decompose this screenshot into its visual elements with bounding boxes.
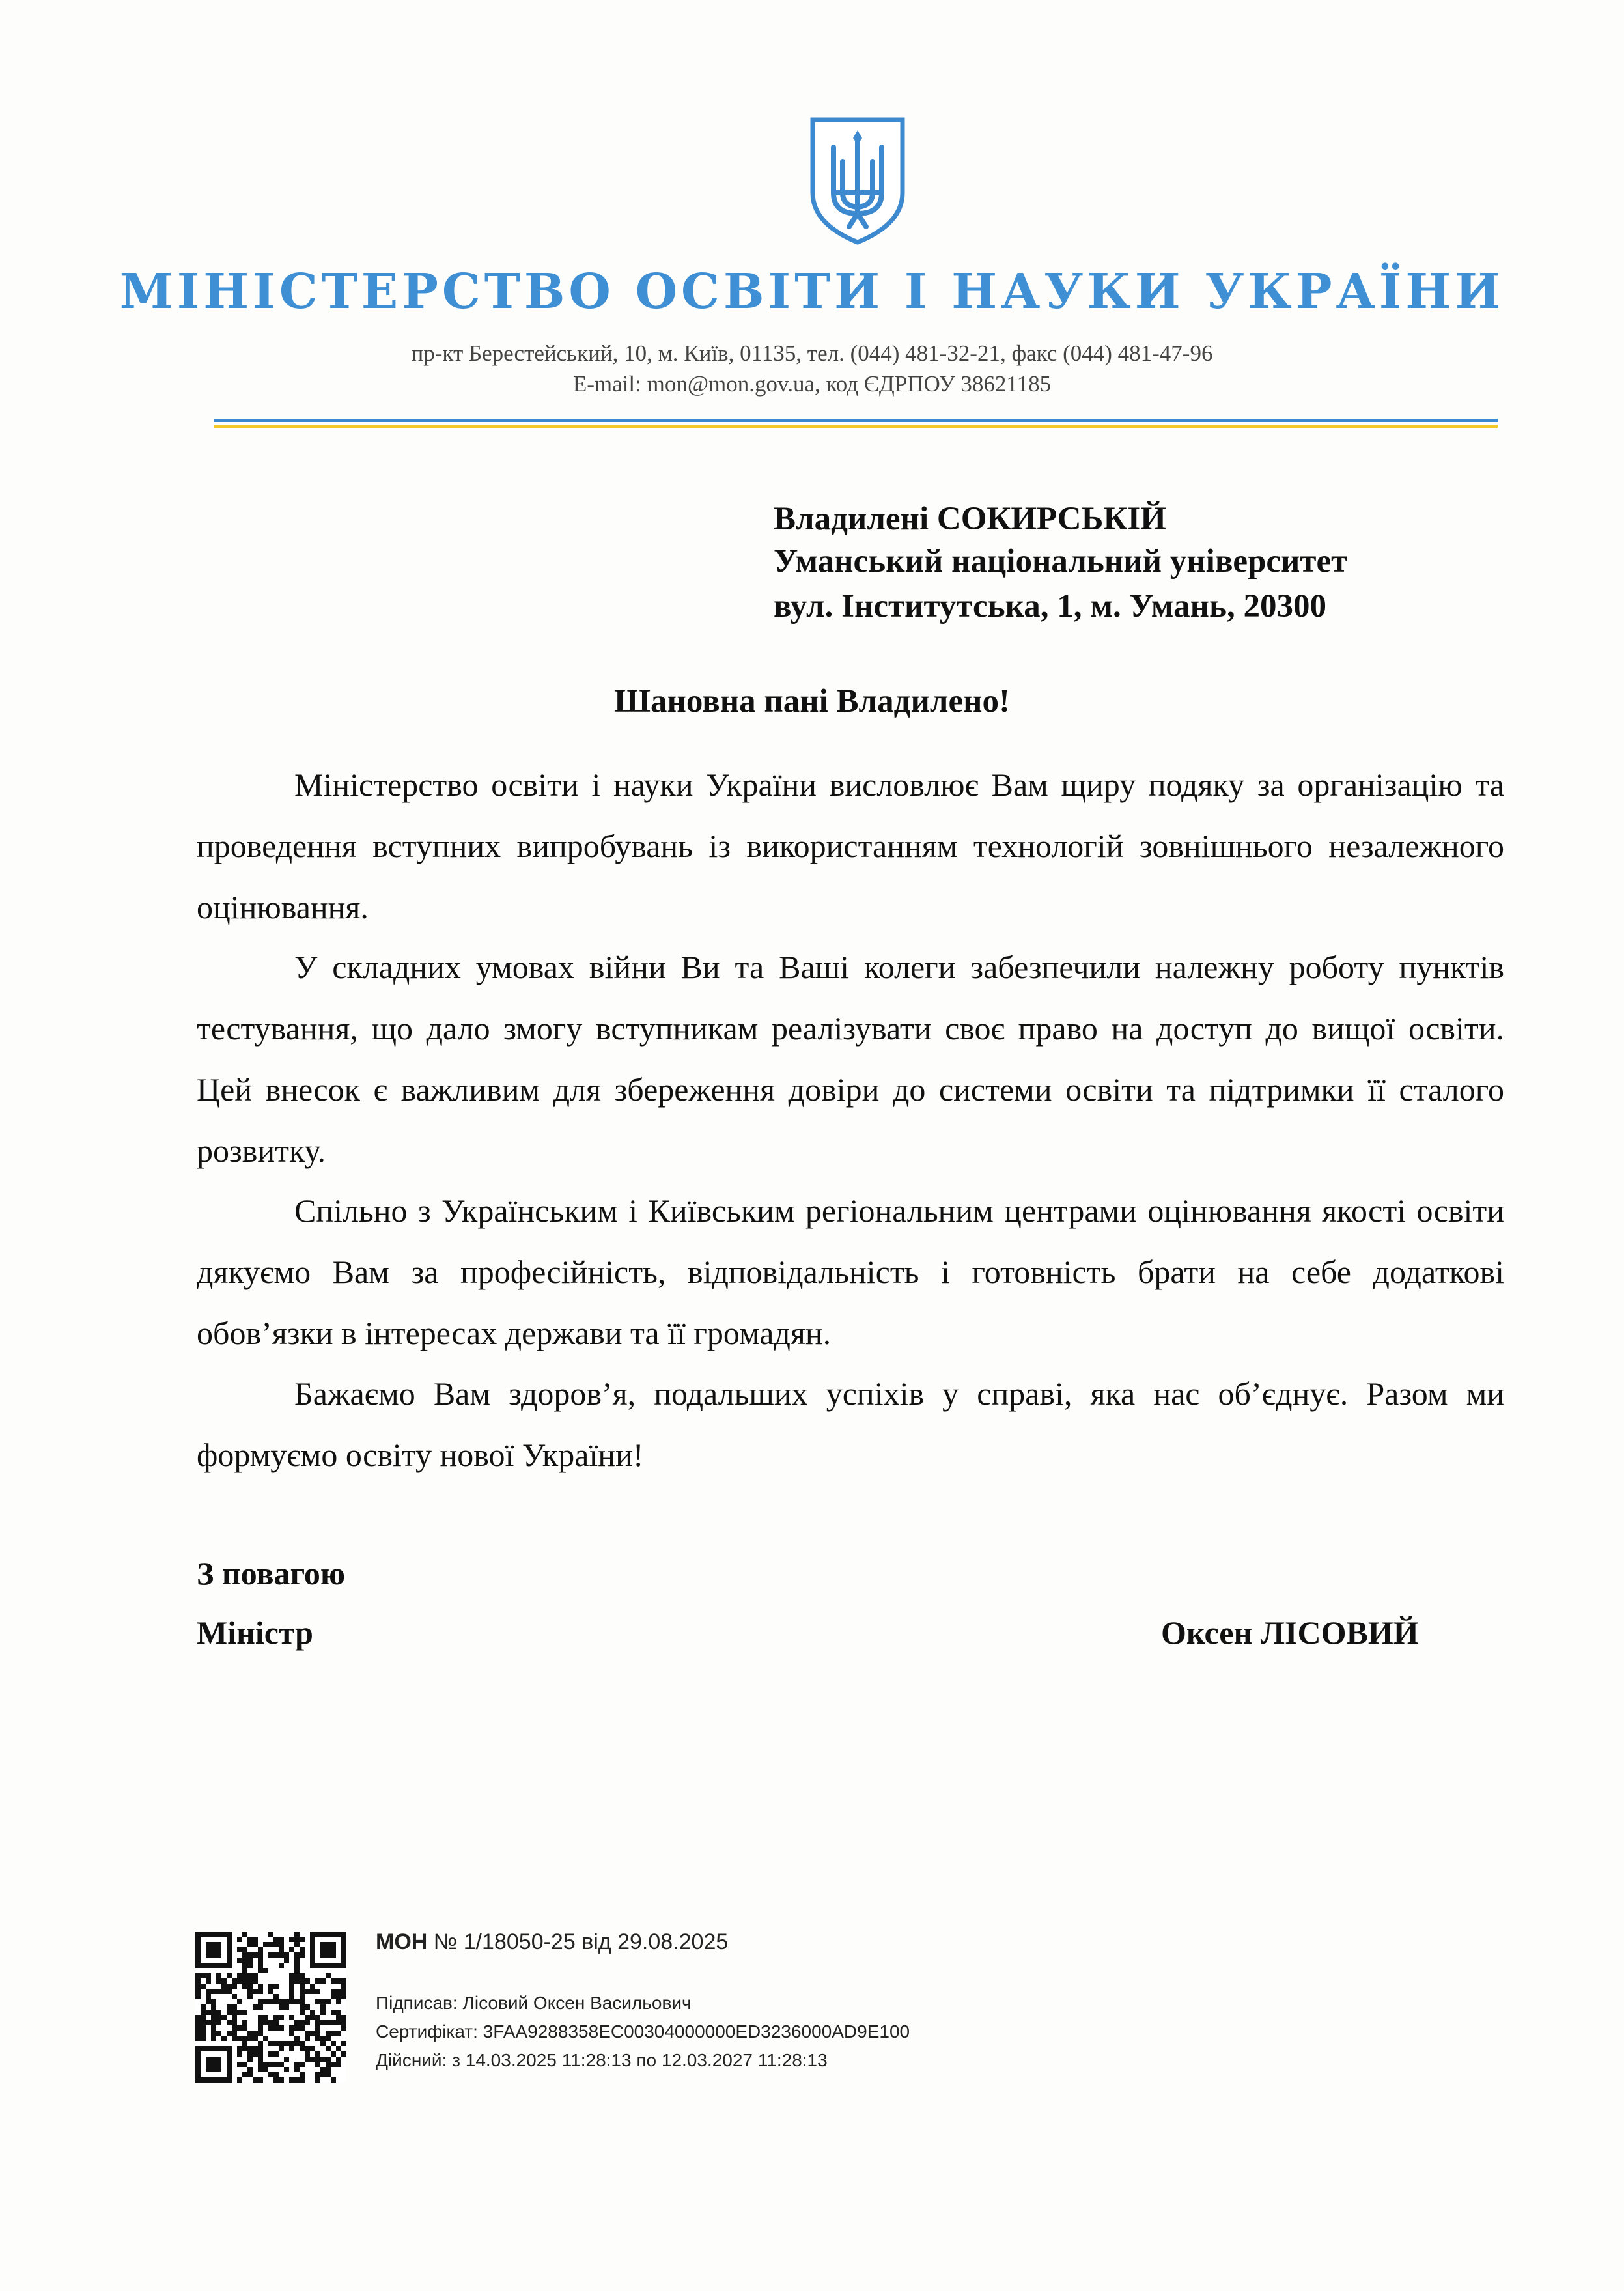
registration-org: МОН — [376, 1930, 428, 1954]
qr-code-icon — [195, 1932, 346, 2083]
header-rule-yellow — [214, 425, 1498, 428]
certificate-number: Сертифікат: 3FAA9288358EC00304000000ED3236000AD9E100 — [376, 2021, 910, 2042]
signed-by: Підписав: Лісовий Оксен Васильович — [376, 1993, 692, 2013]
closing-regards: З повагою — [197, 1555, 346, 1592]
body-paragraph: Бажаємо Вам здоров’я, подальших успіхів у справі, яка нас об’єднує. Разом ми формуємо освіту нової України! — [197, 1375, 1504, 1473]
addressee-address: вул. Інститутська, 1, м. Умань, 20300 — [774, 588, 1326, 625]
addressee-name: Владилені СОКИРСЬКІЙ — [774, 501, 1166, 537]
body-paragraph: У складних умовах війни Ви та Ваші колеги забезпечили належну роботу пунктів тестування, що дало змогу вступникам реалізувати своє право на доступ до вищої освіти. Цей внесок є важливим для збереження довіри до системи освіти та підтримки її сталого розвитку. — [197, 949, 1504, 1169]
ministry-address: пр-кт Берестейський, 10, м. Київ, 01135, тел. (044) 481-32-21, факс (044) 481-47-96 — [411, 341, 1213, 366]
body-paragraph: Міністерство освіти і науки України висловлює Вам щиру подяку за організацію та проведення вступних випробувань із використанням технологій зовнішнього незалежного оцінювання. — [197, 766, 1504, 925]
greeting: Шановна пані Владилено! — [614, 683, 1010, 720]
body-paragraph: Спільно з Українським і Київським регіональним центрами оцінювання якості освіти дякуємо Вам за професійність, відповідальність і готовність брати на себе додаткові обов’язки в інтересах держави та її громадян. — [197, 1192, 1504, 1351]
header-rule-blue — [214, 419, 1498, 422]
ministry-title: МІНІСТЕРСТВО ОСВІТИ І НАУКИ УКРАЇНИ — [119, 264, 1505, 320]
ministry-email-code: E-mail: mon@mon.gov.ua, код ЄДРПОУ 38621185 — [572, 371, 1052, 397]
signer-name: Оксен ЛІСОВИЙ — [1161, 1614, 1419, 1651]
addressee-organization: Уманський національний університет — [774, 543, 1348, 580]
signer-title: Міністр — [197, 1614, 313, 1651]
coat-of-arms-icon — [809, 116, 906, 246]
registration-line — [376, 1930, 728, 1955]
certificate-validity: Дійсний: з 14.03.2025 11:28:13 по 12.03.2027 11:28:13 — [376, 2050, 828, 2070]
registration-number: № 1/18050-25 від 29.08.2025 — [433, 1930, 729, 1954]
